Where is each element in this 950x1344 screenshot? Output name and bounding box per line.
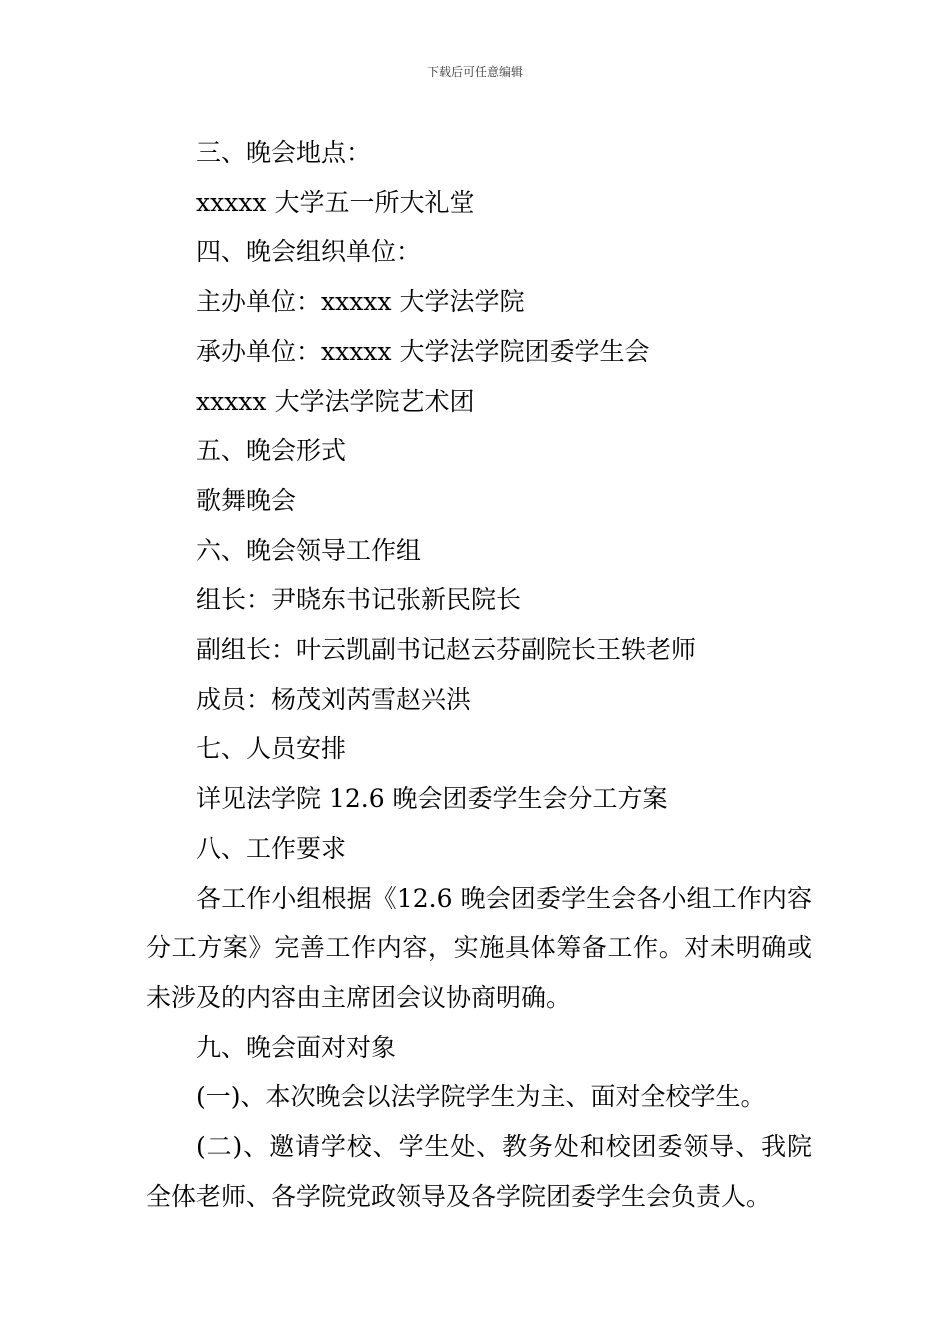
staff-value: 详见法学院 12.6 晚会团委学生会分工方案 xyxy=(196,784,668,814)
organizer-unit: 承办单位：xxxxx 大学法学院团委学生会 xyxy=(196,336,650,366)
form-heading: 五、晚会形式 xyxy=(196,436,347,466)
audience-item-1: (一)、本次晚会以法学院学生为主、面对全校学生。 xyxy=(196,1082,766,1112)
requirements-paragraph: 各工作小组根据《12.6 晚会团委学生会各小组工作内容分工方案》完善工作内容，实施具体筹备工作。对未明确或未涉及的内容由主席团会议协商明确。 xyxy=(146,883,812,1012)
organizer-unit-2: xxxxx 大学法学院艺术团 xyxy=(196,386,475,416)
venue-heading: 三、晚会地点： xyxy=(196,138,372,167)
audience-heading: 九、晚会面对对象 xyxy=(196,1032,397,1062)
host-unit: 主办单位：xxxxx 大学法学院 xyxy=(196,287,525,317)
audience-item-2: (二)、邀请学校、学生处、教务处和校团委领导、我院全体老师、各学院党政领导及各学院团委学生会负责人。 xyxy=(146,1132,812,1211)
requirements-heading: 八、工作要求 xyxy=(196,833,347,863)
page-header-note: 下载后可任意编辑 xyxy=(426,65,523,79)
org-heading: 四、晚会组织单位： xyxy=(196,237,422,267)
form-value: 歌舞晚会 xyxy=(196,485,297,515)
deputy-leader: 副组长：叶云凯副书记赵云芬副院长王轶老师 xyxy=(196,635,697,665)
venue-value: xxxxx 大学五一所大礼堂 xyxy=(196,187,475,217)
members: 成员：杨茂刘芮雪赵兴洪 xyxy=(196,684,472,714)
staff-heading: 七、人员安排 xyxy=(196,734,347,764)
document-body xyxy=(146,128,812,1221)
leadership-heading: 六、晚会领导工作组 xyxy=(196,535,422,565)
leader: 组长：尹晓东书记张新民院长 xyxy=(196,585,522,615)
